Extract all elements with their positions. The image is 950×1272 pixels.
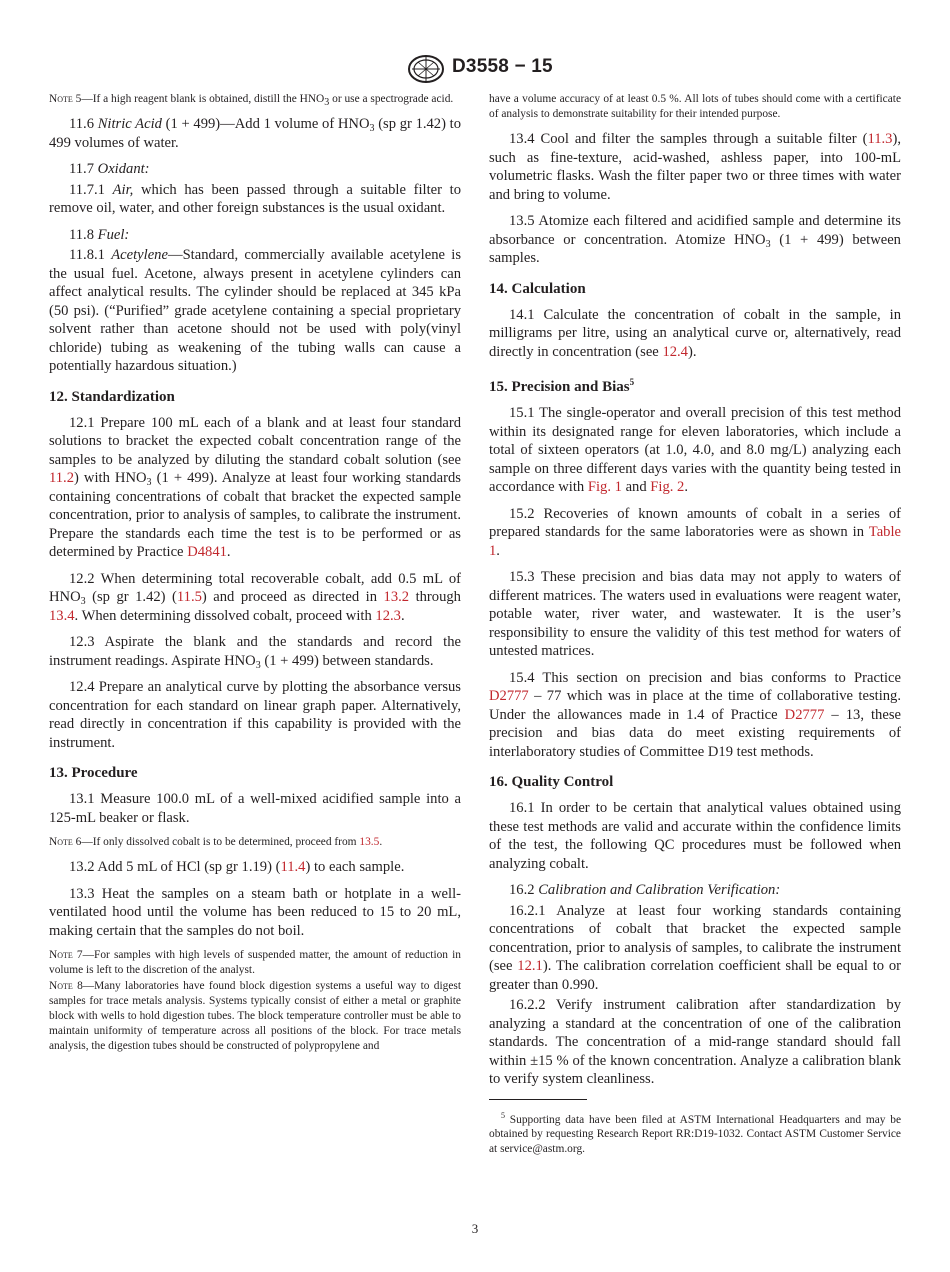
footnote-divider	[489, 1099, 587, 1100]
heading-precision-and-bias: 15. Precision and Bias$^5$	[489, 377, 635, 395]
link-12-4[interactable]: 12.4	[662, 343, 688, 360]
note-5: Note 5—If a high reagent blank is obtained, distill the $HNO_3$ or use a spectrograde acid.	[49, 93, 454, 108]
link-13-2[interactable]: 13.2	[383, 589, 410, 605]
note-8-continued: have a volume accuracy of at least 0.5 %. All lots of tubes should come with a certificate of analysis to demonstrate suitability for their intended purpose.	[489, 93, 901, 120]
left-column	[49, 92, 461, 1062]
section-11-8-1: 11.8.1 Acetylene—Standard, commercially available acetylene is the usual fuel. Acetone, always present in acetylene cylinders can affect analytical results. The cylinder should be replaced at 345 kPa (50 psi). (“Purified” grade acetylene containing a special proprietary solvent rather than acetone should not be used with poly(vinyl chloride) tubing as weakening of the tubing walls can cause a potentially hazardous situation.)	[49, 247, 462, 374]
section-13-4: 13.4 Cool and filter the samples through a suitable filter (11.3), such as fine-texture, acid-washed, ashless paper, into 100-mL volumetric flasks. Wash the filter paper two or three times with water and bring to volume.	[489, 131, 901, 203]
link-fig-1[interactable]: Fig. 1	[587, 479, 622, 495]
link-11-5[interactable]: 11.5	[176, 589, 202, 605]
section-11-7: 11.7 Oxidant:	[69, 161, 150, 177]
footnote-marker: 5	[629, 377, 635, 387]
section-15-2: 15.2 Recoveries of known amounts of cobalt in a series of prepared standards for the same laboratories were as shown in Table 1.	[489, 505, 901, 559]
note-7: Note 7—For samples with high levels of suspended matter, the amount of reduction in volume is left to the discretion of the analyst.	[49, 949, 461, 976]
section-12-3: 12.3 Aspirate the blank and the standards and record the instrument readings. Aspirate $HNO_3$ (1 + 499) between standards.	[49, 634, 461, 671]
note-6: Note 6—If only dissolved cobalt is to be determined, proceed from 13.5.	[49, 836, 383, 848]
link-11-3[interactable]: 11.3	[867, 131, 893, 147]
section-16-2-1: 16.2.1 Analyze at least four working standards containing concentrations of cobalt that bracket the expected sample concentration, prior to analysis of samples, to calibrate the instrument (see 12.1). The calibration correlation coefficient shall be equal to or greater than 0.990.	[489, 902, 901, 993]
section-11-7-1: 11.7.1 Air, which has been passed through a suitable filter to remove oil, water, and other foreign substances is the usual oxidant.	[49, 181, 461, 216]
note-8: Note 8—Many laboratories have found block digestion systems a useful way to digest samples for trace metals analysis. Systems typically consist of either a metal or graphite block with wells to hold digestion tubes. The block temperature controller must be able to maintain uniformity of temperature across all positions of the block. For trace metals analysis, the digestion tubes should be constructed of polypropylene and	[49, 980, 461, 1052]
section-14-1: 14.1 Calculate the concentration of cobalt in the sample, in milligrams per litre, using an analytical curve or, alternatively, read directly in concentration (see 12.4).	[489, 306, 901, 360]
section-16-2-2: 16.2.2 Verify instrument calibration after standardization by analyzing a standard at the concentration of one of the calibration standards. The concentration of a mid-range standard should fall within ±15 % of the known concentration. Analyze a calibration blank to verify system cleanliness.	[489, 997, 901, 1087]
link-d2777-13[interactable]: D2777	[784, 706, 825, 723]
section-15-4: 15.4 This section on precision and bias conforms to Practice D2777 – 77 which was in place at the time of collaborative testing. Under the allowances made in 1.4 of Practice D2777 – 13, these precision and bias data do meet existing requirements of interlaboratory studies of Committee D19 test methods.	[489, 669, 901, 760]
heading-quality-control: 16. Quality Control	[489, 774, 614, 790]
link-12-1[interactable]: 12.1	[517, 958, 543, 974]
footnote-5: $^5$ Supporting data have been filed at ASTM International Headquarters and may be obtained by requesting Research Report RR:D19-1032. Contact ASTM Customer Service at service@astm.org.	[489, 1110, 901, 1156]
link-12-3[interactable]: 12.3	[375, 607, 401, 624]
section-13-3: 13.3 Heat the samples on a steam bath or hotplate in a well-ventilated hood until the volume has been reduced to 15 to 20 mL, making certain that the samples do not boil.	[49, 885, 461, 939]
section-16-1: 16.1 In order to be certain that analytical values obtained using these test methods are valid and accurate within the confidence limits of the test, the following QC procedures must be followed when analyzing cobalt.	[489, 800, 901, 872]
section-13-5: 13.5 Atomize each filtered and acidified sample and determine its absorbance or concentration. Atomize $HNO_3$ (1 + 499) between samples.	[489, 213, 901, 266]
section-11-6: 11.6 Nitric Acid (1 + 499)—Add 1 volume of $HNO_3$ (sp gr 1.42) to 499 volumes of water.	[49, 116, 462, 151]
page-number: 3	[471, 1221, 479, 1236]
link-13-5[interactable]: 13.5	[359, 836, 380, 848]
heading-procedure: 13. Procedure	[49, 765, 138, 781]
section-13-1: 13.1 Measure 100.0 mL of a well-mixed acidified sample into a 125-mL beaker or flask.	[49, 791, 461, 826]
link-fig-2[interactable]: Fig. 2	[650, 479, 685, 495]
section-12-1: 12.1 Prepare 100 mL each of a blank and at least four standard solutions to bracket the expected cobalt concentration range of the samples to be analyzed by diluting the standard cobalt solution (see 11.2) with $HNO_3$ (1 + 499). Analyze at least four working standards containing concentrations of cobalt that bracket the expected sample concentration, prior to analysis of samples, to calibrate the instrument. Prepare the standards each time the test is to be performed or as determined by Practice D4841.	[49, 414, 461, 560]
heading-calculation: 14. Calculation	[489, 280, 586, 297]
link-d2777-77[interactable]: D2777	[489, 688, 529, 704]
document-designation: D3558 − 15	[452, 56, 553, 77]
section-13-2: 13.2 Add 5 mL of HCl (sp gr 1.19) (11.4) to each sample.	[69, 859, 405, 875]
link-table-1[interactable]: Table 1	[489, 524, 901, 559]
section-12-2: 12.2 When determining total recoverable cobalt, add 0.5 mL of $HNO_3$ (sp gr 1.42) (11.5) and proceed as directed in 13.2 through 13.4. When determining dissolved cobalt, proceed with 12.3.	[49, 570, 461, 624]
section-16-2: 16.2 Calibration and Calibration Verification:	[509, 882, 781, 898]
section-11-8: 11.8 Fuel:	[69, 226, 130, 243]
link-11-2[interactable]: 11.2	[49, 470, 74, 486]
section-15-3: 15.3 These precision and bias data may not apply to waters of different matrices. The waters used in evaluations were reagent water, potable water, river water, and wastewater. It is the user’s responsibility to ensure the validity of this test method for waters of untested matrices.	[489, 569, 901, 659]
heading-standardization: 12. Standardization	[49, 388, 175, 405]
right-column	[489, 92, 901, 1157]
page-header	[0, 54, 950, 88]
link-d4841[interactable]: D4841	[187, 544, 227, 560]
astm-logo-icon	[406, 54, 446, 84]
link-11-4[interactable]: 11.4	[280, 859, 306, 875]
link-13-4[interactable]: 13.4	[49, 607, 75, 624]
section-15-1: 15.1 The single-operator and overall precision of this test method within its designated range for eleven laboratories, which include a total of sixteen operators (at 1.0, 4.0, and 8.0 mg/L) analyzing each sample on three different days varies with the quantity being tested in accordance with Fig. 1 and Fig. 2.	[489, 405, 901, 495]
section-12-4: 12.4 Prepare an analytical curve by plotting the absorbance versus concentration for each standard on linear graph paper. Alternatively, read directly in concentration if this capability is provided with the instrument.	[49, 679, 461, 751]
